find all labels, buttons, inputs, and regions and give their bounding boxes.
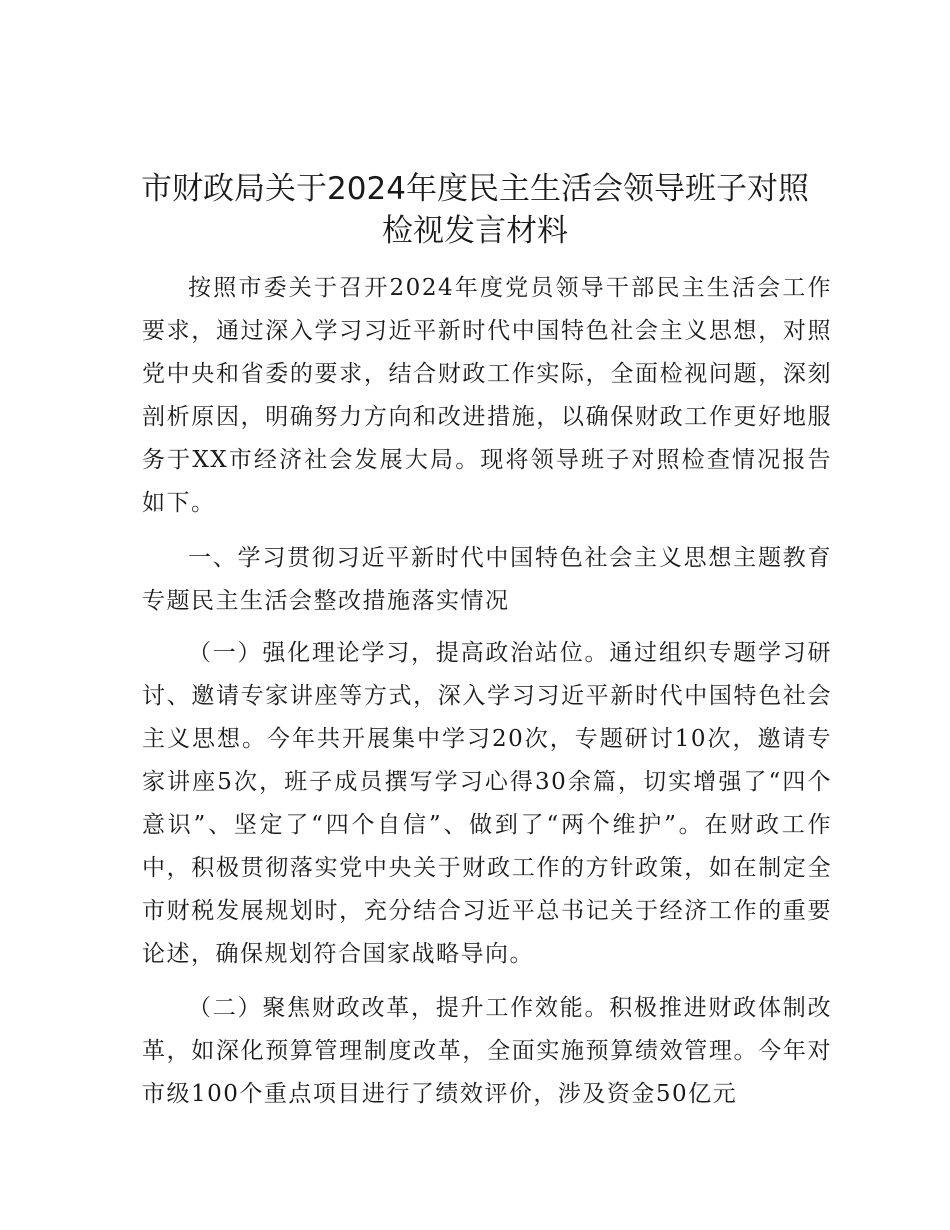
subsection-paragraph-1: （一）强化理论学习，提高政治站位。通过组织专题学习研讨、邀请专家讲座等方式，深入学习习近平新时代中国特色社会主义思想。今年共开展集中学习20次，专题研讨10次，邀请专家讲座5次，班子成员撰写学习心得30余篇，切实增强了“四个意识”、坚定了“四个自信”、做到了“两个维护”。在财政工作中，积极贯彻落实党中央关于财政工作的方针政策，如在制定全市财税发展规划时，充分结合习近平总书记关于经济工作的重要论述，确保规划符合国家战略导向。: [142, 640, 832, 967]
intro-paragraph: 按照市委关于召开2024年度党员领导干部民主生活会工作要求，通过深入学习习近平新时代中国特色社会主义思想，对照党中央和省委的要求，结合财政工作实际，全面检视问题，深刻剖析原因，明确努力方向和改进措施，以确保财政工作更好地服务于XX市经济社会发展大局。现将领导班子对照检查情况报告如下。: [142, 275, 832, 516]
document-title: 市财政局关于2024年度民主生活会领导班子对照检视发言材料: [141, 171, 809, 249]
section-heading-1: 一、学习贯彻习近平新时代中国特色社会主义思想主题教育专题民主生活会整改措施落实情况: [142, 545, 832, 614]
subsection-paragraph-2: （二）聚焦财政改革，提升工作效能。积极推进财政体制改革，如深化预算管理制度改革，全面实施预算绩效管理。今年对市级100个重点项目进行了绩效评价，涉及资金50亿元: [142, 995, 832, 1107]
